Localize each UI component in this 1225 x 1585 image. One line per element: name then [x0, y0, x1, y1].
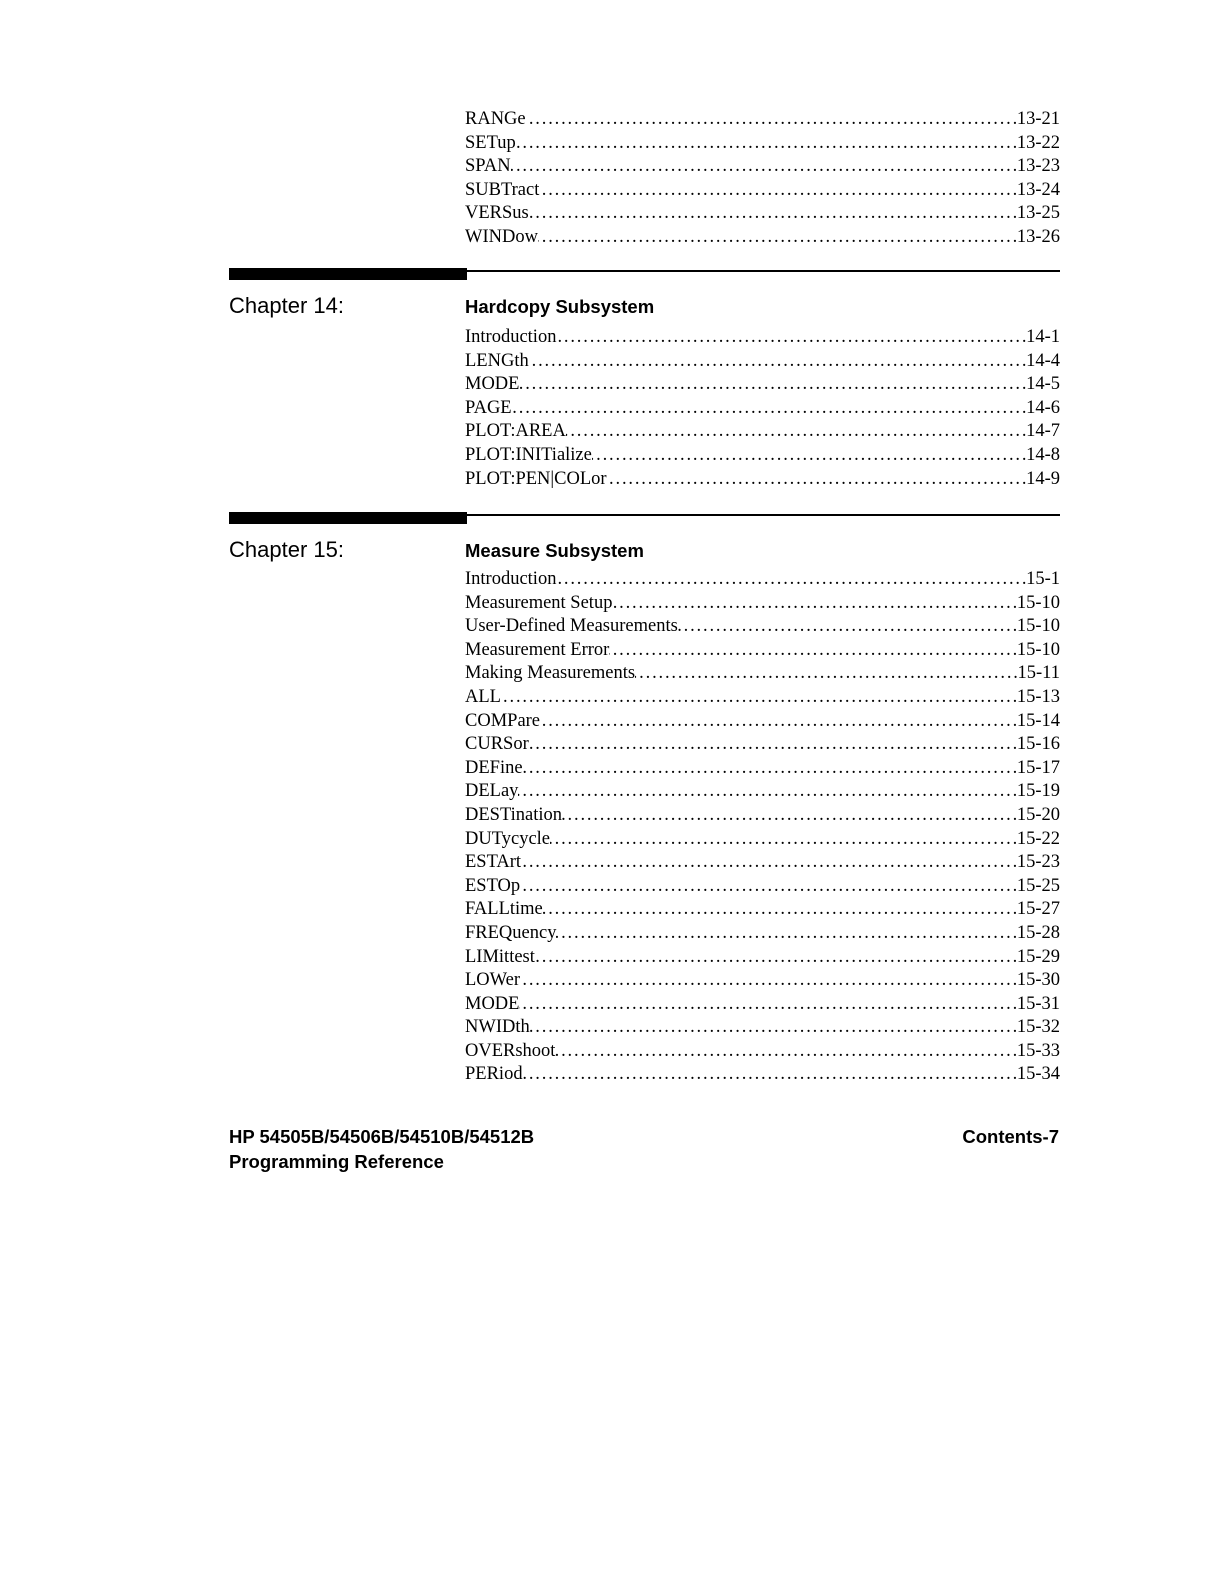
toc-entry-page: 15-32: [1016, 1017, 1060, 1038]
toc-entry-page: 15-28: [1016, 922, 1060, 943]
toc-entry-label: Introduction: [465, 569, 557, 589]
toc-entry-label: Measurement Error: [465, 639, 610, 660]
toc-entry: [465, 350, 1060, 374]
toc-entry: [465, 757, 1060, 781]
toc-entry: [465, 568, 1060, 592]
dot-leader: [635, 662, 1017, 686]
toc-entry-page: 15-23: [1016, 852, 1060, 873]
footer-page-number: Contents-7: [962, 1126, 1059, 1147]
toc-entry-page: 15-33: [1016, 1040, 1060, 1061]
toc-entry-page: 15-14: [1016, 710, 1060, 731]
toc-entry: [465, 202, 1060, 226]
chapter-title: Measure Subsystem: [465, 540, 644, 561]
dot-leader: [566, 420, 1026, 444]
toc-entry-page: 14-8: [1026, 444, 1060, 465]
toc-entry: [465, 733, 1060, 757]
dot-leader: [529, 733, 1017, 757]
chapter-label: Chapter 15:: [229, 537, 344, 562]
toc-entry: [465, 468, 1060, 492]
toc-entry-label: OVERshoot: [465, 1040, 556, 1061]
toc-entry-label: User-Defined Measurements: [465, 616, 678, 637]
toc-entry-label: Introduction: [465, 327, 557, 347]
toc-entry-page: 15-10: [1016, 616, 1060, 637]
toc-entry-label: ESTOp: [465, 875, 521, 896]
toc-entry: [465, 898, 1060, 922]
toc-entry-page: 14-6: [1026, 397, 1060, 418]
toc-entry-page: 13-24: [1016, 179, 1060, 200]
toc-entry-page: 14-7: [1026, 421, 1060, 442]
chapter-divider: [229, 268, 1060, 280]
toc-entry-page: 15-19: [1016, 781, 1060, 802]
toc-entry-label: CURSor: [465, 734, 529, 755]
dot-leader: [526, 108, 1017, 132]
toc-entry: [465, 373, 1060, 397]
toc-entry-page: 13-21: [1016, 109, 1060, 129]
toc-entry: [465, 420, 1060, 444]
dot-leader: [535, 946, 1017, 970]
toc-entry: [465, 875, 1060, 899]
dot-leader: [516, 132, 1017, 156]
toc-entry: [465, 132, 1060, 156]
toc-entry-label: ESTArt: [465, 852, 522, 873]
toc-entry-label: FALLtime: [465, 899, 543, 920]
toc-entry: [465, 226, 1060, 250]
footer-model: HP 54505B/54506B/54510B/54512B: [229, 1126, 535, 1147]
toc-entry-page: 14-4: [1026, 350, 1060, 371]
toc-entry-label: MODE: [465, 993, 520, 1014]
toc-entry-page: 14-5: [1026, 374, 1060, 395]
toc-entry-label: ALL: [465, 686, 501, 707]
toc-entry-label: DUTycycle: [465, 828, 551, 849]
toc-entry: [465, 946, 1060, 970]
toc-entry-page: 15-34: [1016, 1064, 1060, 1085]
toc-entry-label: WINDow: [465, 226, 538, 247]
toc-entry-page: 15-10: [1016, 592, 1060, 613]
dot-leader: [530, 1016, 1017, 1040]
toc-entry-label: SPAN: [465, 156, 511, 177]
toc-entry: [465, 155, 1060, 179]
toc-entry-label: NWIDth: [465, 1017, 530, 1038]
toc-entry-page: 13-26: [1016, 226, 1060, 247]
footer-manual-title: Programming Reference: [229, 1151, 444, 1172]
toc-list-chapter-15: [465, 568, 1060, 1087]
dot-leader: [523, 1063, 1017, 1087]
dot-leader: [519, 993, 1016, 1017]
dot-leader: [562, 804, 1017, 828]
toc-entry-label: PAGE: [465, 397, 512, 418]
toc-entry: [465, 993, 1060, 1017]
toc-entry-label: COMPare: [465, 710, 541, 731]
toc-entry-page: 15-16: [1016, 734, 1060, 755]
toc-entry-label: RANGe: [465, 109, 526, 129]
toc-entry: [465, 639, 1060, 663]
toc-entry: [465, 1016, 1060, 1040]
toc-entry-page: 15-20: [1016, 804, 1060, 825]
dot-leader: [512, 397, 1026, 421]
dot-leader: [538, 226, 1017, 250]
toc-entry: [465, 179, 1060, 203]
toc-entry-page: 14-1: [1026, 327, 1060, 347]
dot-leader: [678, 615, 1017, 639]
dot-leader: [518, 780, 1016, 804]
toc-entry-label: DEFine: [465, 757, 523, 778]
toc-entry-page: 15-22: [1016, 828, 1060, 849]
toc-entry: [465, 780, 1060, 804]
chapter-divider-thin: [229, 514, 1060, 516]
dot-leader: [520, 875, 1017, 899]
toc-entry-page: 15-17: [1016, 757, 1060, 778]
toc-entry: [465, 592, 1060, 616]
toc-list-chapter-14: [465, 326, 1060, 491]
toc-entry: [465, 397, 1060, 421]
toc-entry-label: DELay: [465, 781, 519, 802]
dot-leader: [556, 922, 1016, 946]
toc-entry-label: PERiod: [465, 1064, 523, 1085]
toc-entry-page: 13-25: [1016, 203, 1060, 224]
chapter-divider: [229, 512, 1060, 524]
toc-entry-page: 13-22: [1016, 132, 1060, 153]
toc-entry-label: MODE: [465, 374, 520, 395]
toc-entry-label: PLOT:AREA: [465, 421, 566, 442]
toc-entry-label: Making Measurements: [465, 663, 636, 684]
toc-entry-page: 15-31: [1016, 993, 1060, 1014]
toc-entry: [465, 828, 1060, 852]
dot-leader: [607, 468, 1027, 492]
toc-entry: [465, 710, 1060, 734]
chapter-label: Chapter 14:: [229, 293, 344, 318]
toc-entry: [465, 662, 1060, 686]
dot-leader: [612, 592, 1016, 616]
dot-leader: [520, 969, 1017, 993]
toc-entry-label: FREQuency: [465, 922, 557, 943]
dot-leader: [540, 710, 1017, 734]
chapter-title: Hardcopy Subsystem: [465, 296, 655, 317]
dot-leader: [592, 444, 1026, 468]
toc-entry: [465, 851, 1060, 875]
toc-entry-label: PLOT:PEN|COLor: [465, 468, 607, 489]
toc-entry-label: DESTination: [465, 804, 562, 825]
toc-entry: [465, 1040, 1060, 1064]
toc-entry-page: 15-1: [1026, 569, 1060, 589]
dot-leader: [555, 1040, 1016, 1064]
toc-entry-page: 13-23: [1016, 156, 1060, 177]
dot-leader: [543, 898, 1017, 922]
toc-entry: [465, 326, 1060, 350]
toc-entry: [465, 922, 1060, 946]
toc-entry-label: Measurement Setup: [465, 592, 613, 613]
dot-leader: [529, 202, 1017, 226]
dot-leader: [521, 851, 1017, 875]
dot-leader: [529, 350, 1026, 374]
dot-leader: [519, 373, 1026, 397]
toc-entry-page: 14-9: [1026, 468, 1060, 489]
toc-entry-page: 15-13: [1016, 686, 1060, 707]
toc-entry-label: PLOT:INITialize: [465, 444, 592, 465]
toc-entry-page: 15-25: [1016, 875, 1060, 896]
dot-leader: [511, 155, 1017, 179]
footer-left: [229, 1124, 534, 1174]
toc-entry-label: LOWer: [465, 970, 521, 991]
toc-entry: [465, 1063, 1060, 1087]
dot-leader: [556, 568, 1026, 592]
toc-list-continued: [465, 108, 1060, 250]
chapter-divider-thin: [229, 270, 1060, 272]
toc-entry: [465, 615, 1060, 639]
toc-entry-label: LIMittest: [465, 946, 535, 967]
toc-entry-page: 15-29: [1016, 946, 1060, 967]
toc-entry: [465, 804, 1060, 828]
toc-entry-page: 15-27: [1016, 899, 1060, 920]
toc-entry-page: 15-10: [1016, 639, 1060, 660]
toc-entry-label: LENGth: [465, 350, 529, 371]
toc-entry-label: VERSus: [465, 203, 529, 224]
dot-leader: [539, 179, 1016, 203]
dot-leader: [550, 828, 1017, 852]
dot-leader: [556, 326, 1026, 350]
toc-entry: [465, 969, 1060, 993]
dot-leader: [501, 686, 1017, 710]
dot-leader: [609, 639, 1016, 663]
toc-entry: [465, 444, 1060, 468]
toc-entry-label: SUBTract: [465, 179, 540, 200]
toc-entry: [465, 108, 1060, 132]
toc-entry-label: SETup: [465, 132, 516, 153]
toc-entry-page: 15-11: [1017, 663, 1060, 684]
toc-entry: [465, 686, 1060, 710]
dot-leader: [523, 757, 1017, 781]
toc-entry-page: 15-30: [1016, 970, 1060, 991]
